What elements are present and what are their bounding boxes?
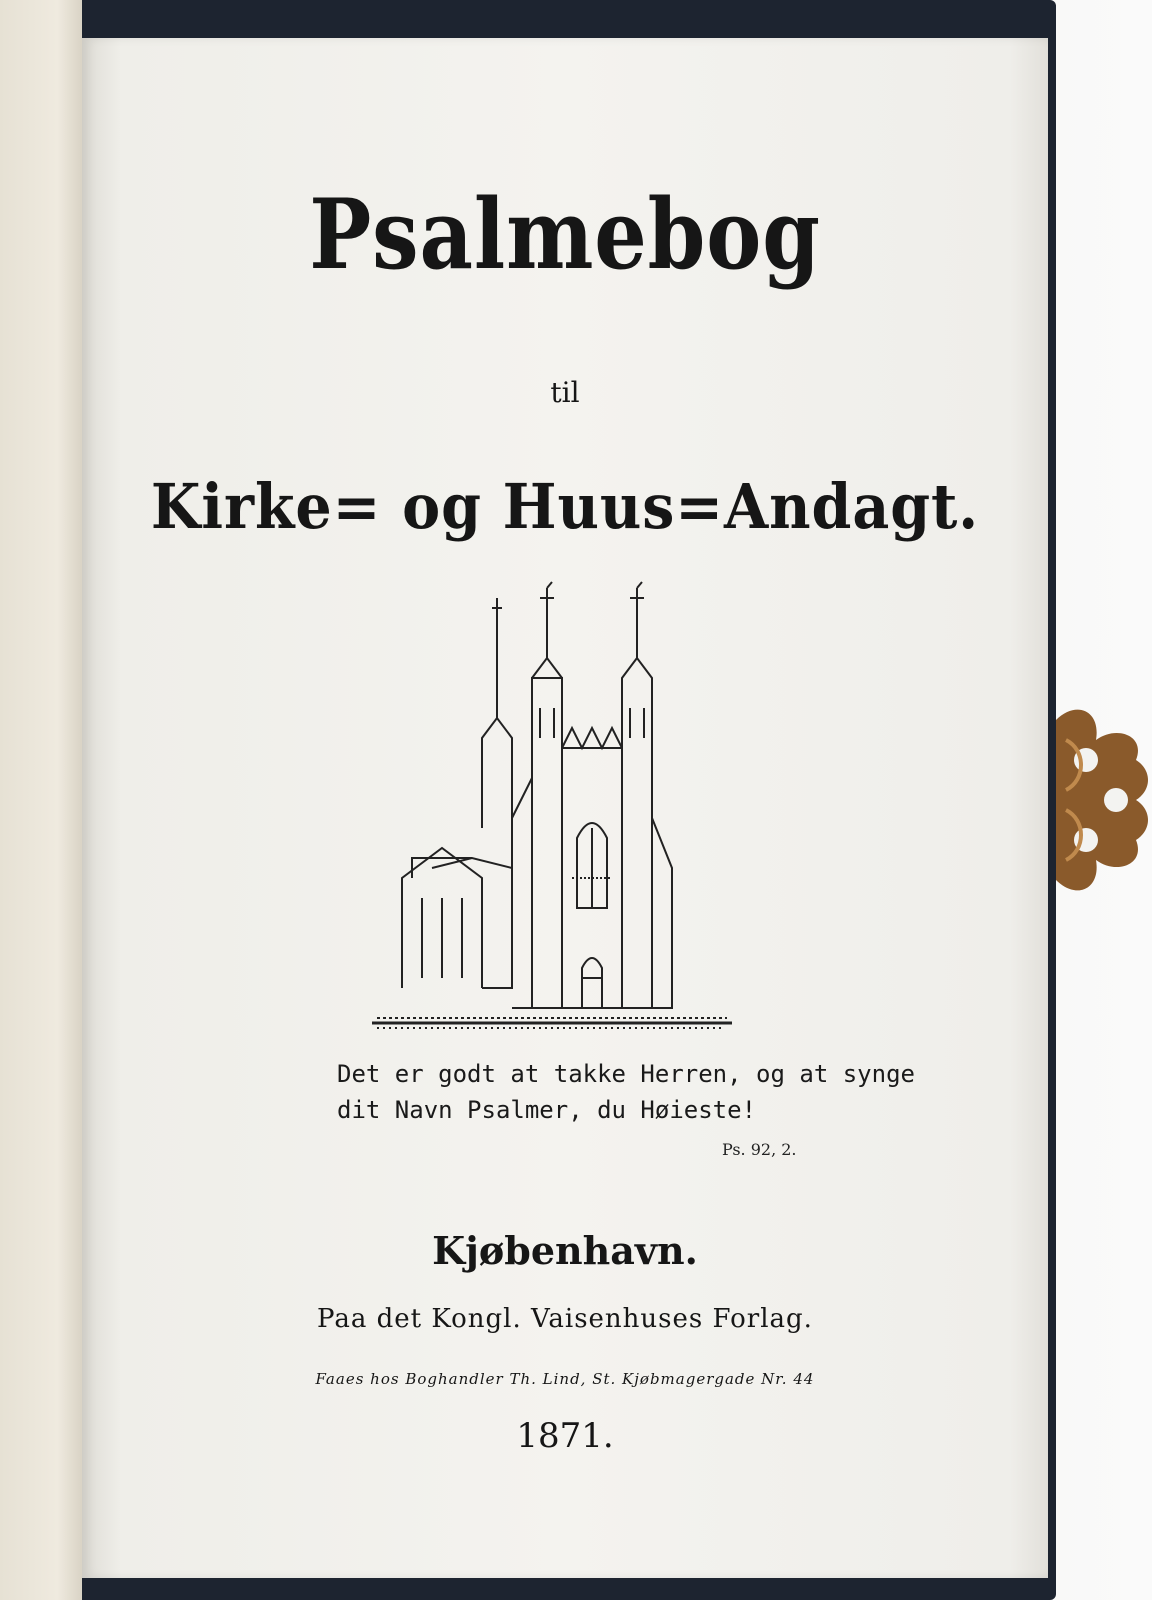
- imprint-year: 1871.: [516, 1416, 614, 1456]
- title-connector: til: [550, 376, 580, 409]
- imprint-publisher: Paa det Kongl. Vaisenhuses Forlag.: [317, 1304, 813, 1334]
- brass-clasp-icon: [1056, 700, 1152, 900]
- book-subtitle: Kirke= og Huus=Andagt.: [150, 470, 980, 543]
- motto-line-2: dit Navn Psalmer, du Høieste!: [337, 1096, 757, 1124]
- motto-reference: Ps. 92, 2.: [722, 1140, 797, 1159]
- book-title: Psalmebog: [309, 178, 821, 291]
- imprint-city: Kjøbenhavn.: [432, 1228, 698, 1273]
- imprint-seller: Faaes hos Boghandler Th. Lind, St. Kjøbmagergade Nr. 44: [315, 1370, 815, 1388]
- title-page: [82, 38, 1048, 1578]
- motto-line-1: Det er godt at takke Herren, og at synge: [337, 1060, 915, 1088]
- motto-quote: [337, 1056, 987, 1128]
- endpaper: [0, 0, 82, 1600]
- cathedral-engraving-icon: [372, 578, 732, 1038]
